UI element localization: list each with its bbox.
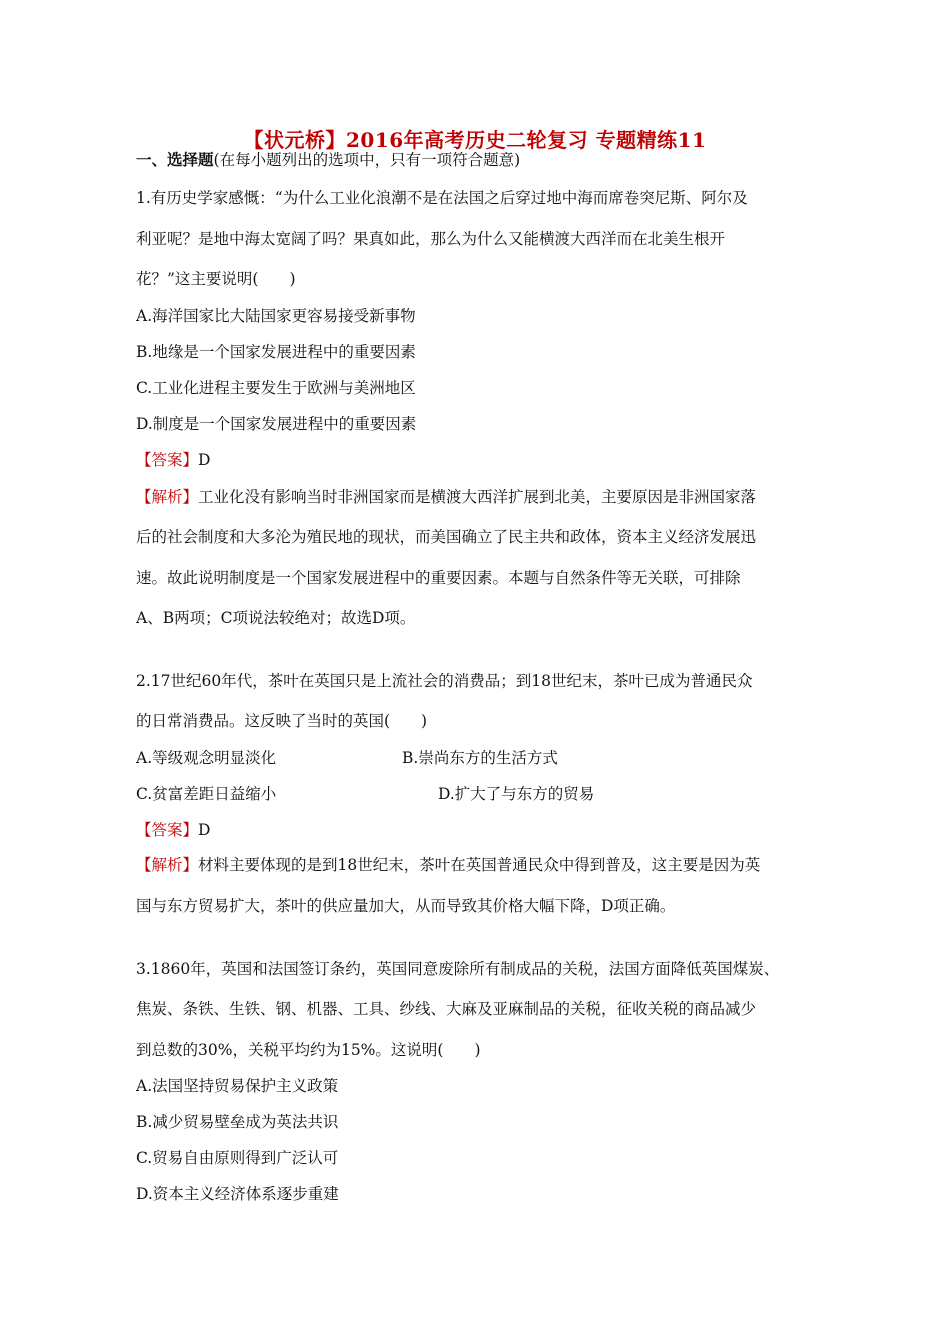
- q2-option-a: A.等级观念明显淡化: [136, 749, 277, 767]
- answer-tag: 【答案】: [136, 821, 199, 839]
- q3-stem-line: 焦炭、条铁、生铁、钢、机器、工具、纱线、大麻及亚麻制品的关税，征收关税的商品减少: [136, 1000, 757, 1018]
- q2-stem-line: 2.17世纪60年代，茶叶在英国只是上流社会的消费品；到18世纪末，茶叶已成为普通民众: [136, 672, 753, 690]
- q1-stem-line: 花？”这主要说明( ): [136, 270, 296, 288]
- section-heading: [136, 150, 520, 170]
- q1-analysis-line: A、B两项；C项说法较绝对；故选D项。: [136, 609, 416, 627]
- q2-option-c: C.贫富差距日益缩小: [136, 785, 277, 803]
- q1-option-d: D.制度是一个国家发展进程中的重要因素: [136, 415, 417, 433]
- q1-analysis-line: 速。故此说明制度是一个国家发展进程中的重要因素。本题与自然条件等无关联，可排除: [136, 569, 741, 587]
- q1-option-b: B.地缘是一个国家发展进程中的重要因素: [136, 343, 416, 361]
- q3-option-a: A.法国坚持贸易保护主义政策: [136, 1077, 339, 1095]
- q1-stem-line: 1.有历史学家感慨：“为什么工业化浪潮不是在法国之后穿过地中海而席卷突尼斯、阿尔及: [136, 189, 748, 207]
- analysis-tag: 【解析】: [136, 488, 199, 506]
- q2-answer: [136, 820, 210, 840]
- analysis-text: 材料主要体现的是到18世纪末，茶叶在英国普通民众中得到普及，这主要是因为英: [198, 856, 761, 874]
- q3-option-d: D.资本主义经济体系逐步重建: [136, 1185, 339, 1203]
- answer-value: D: [198, 451, 211, 469]
- q1-analysis-line: [136, 487, 756, 507]
- q1-option-a: A.海洋国家比大陆国家更容易接受新事物: [136, 307, 416, 325]
- q2-stem-line: 的日常消费品。这反映了当时的英国( ): [136, 712, 428, 730]
- q2-option-d: D.扩大了与东方的贸易: [438, 785, 595, 803]
- answer-tag: 【答案】: [136, 451, 199, 469]
- section-label: 一、选择题: [136, 150, 214, 169]
- page-title: 【状元桥】2016年高考历史二轮复习 专题精练11: [243, 128, 707, 152]
- q1-option-c: C.工业化进程主要发生于欧洲与美洲地区: [136, 379, 416, 397]
- answer-value: D: [198, 821, 211, 839]
- q1-answer: [136, 450, 210, 470]
- q2-analysis-line: 国与东方贸易扩大，茶叶的供应量加大，从而导致其价格大幅下降，D项正确。: [136, 897, 676, 915]
- q3-stem-line: 3.1860年，英国和法国签订条约，英国同意废除所有制成品的关税，法国方面降低英国煤炭、: [136, 960, 780, 978]
- q2-option-b: B.崇尚东方的生活方式: [402, 749, 558, 767]
- analysis-tag: 【解析】: [136, 856, 199, 874]
- analysis-text: 工业化没有影响当时非洲国家而是横渡大西洋扩展到北美，主要原因是非洲国家落: [198, 488, 757, 506]
- q3-option-c: C.贸易自由原则得到广泛认可: [136, 1149, 339, 1167]
- q3-option-b: B.减少贸易壁垒成为英法共识: [136, 1113, 339, 1131]
- q1-analysis-line: 后的社会制度和大多沦为殖民地的现状，而美国确立了民主共和政体，资本主义经济发展迅: [136, 528, 757, 546]
- q1-stem-line: 利亚呢？是地中海太宽阔了吗？果真如此，那么为什么又能横渡大西洋而在北美生根开: [136, 230, 726, 248]
- q2-analysis-line: [136, 855, 760, 875]
- q3-stem-line: 到总数的30%，关税平均约为15%。这说明( ): [136, 1041, 481, 1059]
- section-note: (在每小题列出的选项中，只有一项符合题意): [213, 151, 521, 169]
